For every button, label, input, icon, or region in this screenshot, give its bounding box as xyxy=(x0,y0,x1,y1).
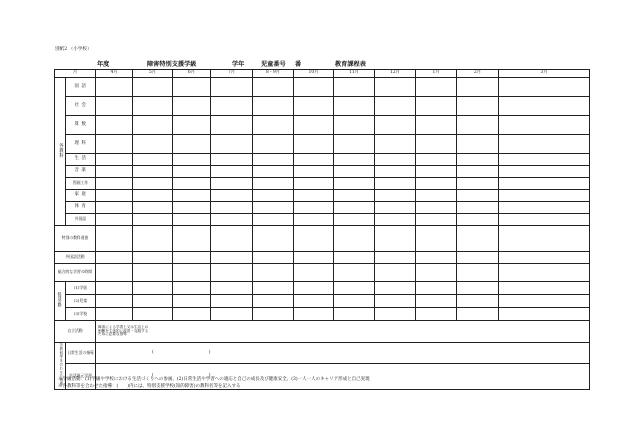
subject-label: 社 会 xyxy=(66,97,96,116)
curriculum-table xyxy=(54,69,590,390)
subject-label: 家 庭 xyxy=(66,190,96,202)
month-header: 6月 xyxy=(173,70,211,78)
school-event-label: (3)学校 xyxy=(66,308,96,321)
independence-row xyxy=(55,321,590,343)
title-class: 障害特別支援学級 xyxy=(147,61,197,68)
subject-label: 音 楽 xyxy=(66,166,96,178)
group-kaku-kyouka: 各教科 xyxy=(55,78,66,226)
group-kaku-kyouka-awase: 各教科等を合わせた指導 xyxy=(55,343,66,390)
group-tokubetsu-katsudou: 特別活動 xyxy=(55,282,66,321)
subject-row xyxy=(55,97,590,116)
subject-row xyxy=(55,78,590,97)
subject-label: 理 科 xyxy=(66,135,96,154)
subject-label: 図画工作 xyxy=(66,178,96,190)
special-activity-row xyxy=(55,295,590,308)
month-header: 1月 xyxy=(416,70,457,78)
subject-row xyxy=(55,135,590,154)
daily-life-subject-field: ( ) xyxy=(96,343,590,364)
life-unit-label: 生活単元学習 xyxy=(66,364,96,389)
subject-row xyxy=(55,116,590,135)
month-header: 3月 xyxy=(499,70,590,78)
special-activity-row xyxy=(55,282,590,295)
title-curriculum: 教育課程表 xyxy=(335,61,366,68)
integrated-study-label: 総合的な学習の時間 xyxy=(55,264,96,282)
subject-row xyxy=(55,154,590,166)
title-year: 年度 xyxy=(97,61,110,68)
student-council-label: (2)児童 xyxy=(66,295,96,308)
subject-row xyxy=(55,214,590,226)
month-header: 10月 xyxy=(294,70,334,78)
subject-row xyxy=(55,166,590,178)
class-activity-label: (1)学級 xyxy=(66,282,96,295)
subject-row xyxy=(55,190,590,202)
independence-label: 自立活動 xyxy=(55,321,96,343)
month-header-row xyxy=(55,70,590,78)
special-activity-row xyxy=(55,308,590,321)
life-unit-subject-field: ( ) xyxy=(96,364,590,389)
month-header: 7月 xyxy=(211,70,253,78)
month-header: 4月 xyxy=(96,70,133,78)
foreign-activity-row xyxy=(55,252,590,264)
footnote-combined-guidance: ※各教科等を合わせた指導：( )内には、特別支援学校(知的障害)の教科名等を記入する xyxy=(58,384,241,389)
subject-row xyxy=(55,202,590,214)
combined-row xyxy=(55,343,590,364)
title-student-number: 児童番号 xyxy=(261,61,286,68)
month-header: 12月 xyxy=(375,70,416,78)
subject-row xyxy=(55,178,590,190)
daily-life-label: 日常生活の指導 xyxy=(66,343,96,364)
moral-row xyxy=(55,226,590,252)
subject-label: 生 活 xyxy=(66,154,96,166)
month-header: 11月 xyxy=(334,70,375,78)
footnote-class-activity: ※学級活動：(1)学級や学校における生活づくりへの参画、(2)日常生活や学習への適応と自己の成長及び健康安全、(3)一人一人のキャリア形成と自己実現 xyxy=(58,377,370,382)
subject-label: 算 数 xyxy=(66,116,96,135)
foreign-activity-label: 外国語活動 xyxy=(55,252,96,264)
subject-label: 国 語 xyxy=(66,78,96,97)
month-header: 5月 xyxy=(133,70,173,78)
title-ban: 番 xyxy=(295,61,302,68)
moral-label: 特別の教科道徳 xyxy=(55,226,96,252)
month-header: 2月 xyxy=(457,70,499,78)
title-grade: 学年 xyxy=(232,61,245,68)
integrated-study-row xyxy=(55,264,590,282)
independence-note: 障害による学習上又は生活上の困難を主体的に改善・克服するために必要な指導 xyxy=(96,321,590,343)
month-header-label: 月 xyxy=(55,70,96,78)
month-header: 8・9月 xyxy=(253,70,294,78)
subject-label: 体 育 xyxy=(66,202,96,214)
subject-label: 外国語 xyxy=(66,214,96,226)
form-id: 別紙2 （小学校） xyxy=(55,47,92,52)
